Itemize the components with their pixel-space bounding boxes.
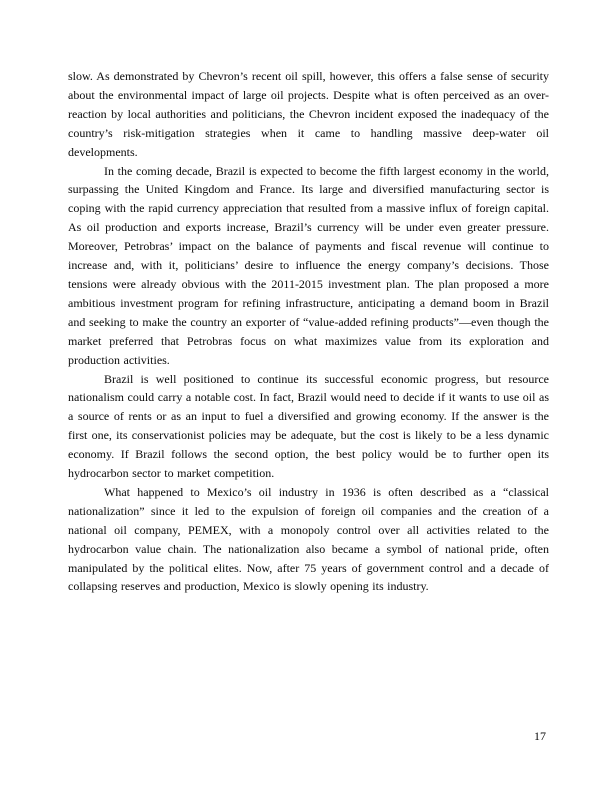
- paragraph: Brazil is well positioned to continue its successful economic progress, but resource nationalism could carry a notable cost. In fact, Brazil would need to decide if it wants to use oil as a source of rents or as an input to fuel a diversified and growing economy. If the answer is the first one, its conservationist policies may be adequate, but the cost is likely to be a less dynamic economy. If Brazil follows the second option, the best policy would be to further open its hydrocarbon sector to market competition.: [68, 371, 549, 481]
- paragraph: What happened to Mexico’s oil industry in 1936 is often described as a “classical nationalization” since it led to the expulsion of foreign oil companies and the creation of a national oil company, PEMEX, with a monopoly control over all activities related to the hydrocarbon value chain. The nationalization also became a symbol of national pride, often manipulated by the political elites. Now, after 75 years of government control and a decade of collapsing reserves and production, Mexico is slowly opening its industry.: [68, 484, 549, 594]
- page-number: 17: [534, 729, 546, 743]
- page-body-text: [68, 67, 549, 596]
- paragraph-continuation: slow. As demonstrated by Chevron’s recent oil spill, however, this offers a false sense of security about the environmental impact of large oil projects. Despite what is often perceived as an over-reaction by local authorities and politicians, the Chevron incident exposed the inadequacy of the country’s risk-mitigation strategies when it came to handling massive deep-water oil developments.: [68, 69, 549, 159]
- paragraph: In the coming decade, Brazil is expected to become the fifth largest economy in the world, surpassing the United Kingdom and France. Its large and diversified manufacturing sector is coping with the rapid currency appreciation that resulted from a massive influx of foreign capital. As oil production and exports increase, Brazil’s currency will be under even greater pressure. Moreover, Petrobras’ impact on the balance of payments and fiscal revenue will continue to increase and, with it, politicians’ desire to influence the energy company’s decisions. Those tensions were already obvious with the 2011-2015 investment plan. The plan proposed a more ambitious investment program for refining infrastructure, anticipating a demand boom in Brazil and seeking to make the country an exporter of “value-added refining products”—even though the market preferred that Petrobras focus on what maximizes value from its exploration and production activities.: [68, 163, 549, 367]
